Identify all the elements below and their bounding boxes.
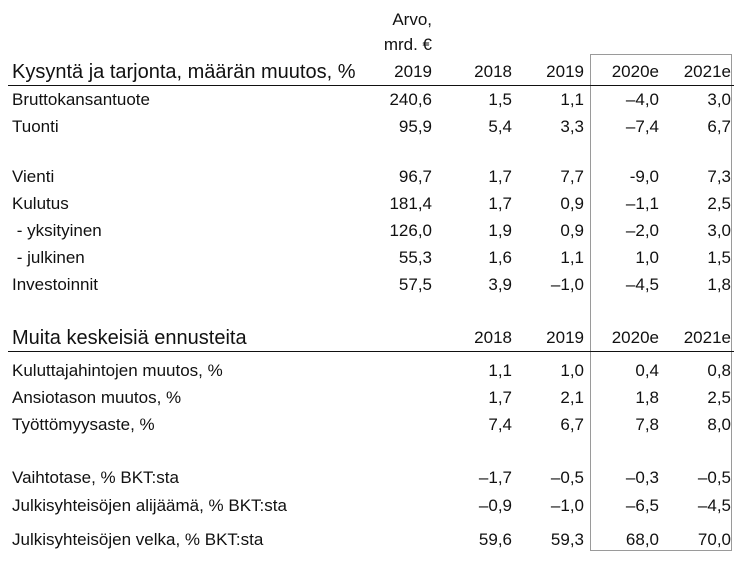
cell-2019: 1,1 — [560, 248, 584, 267]
cell-2020e: 68,0 — [625, 530, 659, 549]
cell-2020e: 7,8 — [635, 415, 659, 434]
row-label: Bruttokansantuote — [12, 90, 150, 109]
cell-2021e: 3,0 — [707, 221, 731, 240]
cell-2021e: 2,5 — [707, 388, 731, 407]
cell-2019: –1,0 — [550, 275, 584, 294]
cell-2018: 3,9 — [488, 275, 512, 294]
row-label: Julkisyhteisöjen velka, % BKT:sta — [12, 530, 264, 549]
cell-value: 95,9 — [398, 117, 432, 136]
cell-2021e: –0,5 — [697, 468, 731, 487]
row-label: - julkinen — [12, 248, 85, 267]
table2-year-2019: 2019 — [546, 328, 584, 347]
cell-2018: 59,6 — [478, 530, 512, 549]
cell-2018: 1,7 — [488, 388, 512, 407]
cell-value: 181,4 — [389, 194, 432, 213]
row-label: Kulutus — [12, 194, 69, 213]
cell-2018: 5,4 — [488, 117, 512, 136]
row-label: Vienti — [12, 167, 55, 186]
cell-2020e: –4,5 — [625, 275, 659, 294]
cell-2018: 7,4 — [488, 415, 512, 434]
cell-2019: 59,3 — [550, 530, 584, 549]
value-col-header-year: 2019 — [394, 62, 432, 81]
cell-2020e: –0,3 — [625, 468, 659, 487]
cell-2019: –1,0 — [550, 496, 584, 515]
cell-2020e: –4,0 — [625, 90, 659, 109]
cell-2019: 1,0 — [560, 361, 584, 380]
cell-2020e: 1,8 — [635, 388, 659, 407]
cell-2019: 6,7 — [560, 415, 584, 434]
cell-2019: 0,9 — [560, 194, 584, 213]
cell-2019: 2,1 — [560, 388, 584, 407]
cell-2020e: 0,4 — [635, 361, 659, 380]
cell-2018: 1,6 — [488, 248, 512, 267]
cell-2021e: 3,0 — [707, 90, 731, 109]
value-col-header-line2: mrd. € — [383, 35, 432, 54]
cell-2018: 1,9 — [488, 221, 512, 240]
cell-2019: 0,9 — [560, 221, 584, 240]
cell-2019: –0,5 — [550, 468, 584, 487]
cell-2020e: –1,1 — [625, 194, 659, 213]
cell-value: 57,5 — [398, 275, 432, 294]
table2-year-2018: 2018 — [474, 328, 512, 347]
cell-2018: 1,1 — [488, 361, 512, 380]
cell-2021e: 8,0 — [707, 415, 731, 434]
table1-year-2021e: 2021e — [683, 62, 731, 81]
table1-year-2019: 2019 — [546, 62, 584, 81]
cell-value: 96,7 — [398, 167, 432, 186]
row-label: Tuonti — [12, 117, 59, 136]
cell-2019: 3,3 — [560, 117, 584, 136]
cell-2019: 7,7 — [560, 167, 584, 186]
row-label: Vaihtotase, % BKT:sta — [12, 468, 179, 487]
row-label: Kuluttajahintojen muutos, % — [12, 361, 223, 380]
table2-title: Muita keskeisiä ennusteita — [12, 327, 247, 349]
cell-2019: 1,1 — [560, 90, 584, 109]
table1-header-rule — [8, 85, 734, 86]
cell-2018: 1,7 — [488, 167, 512, 186]
cell-2021e: 1,5 — [707, 248, 731, 267]
table2-year-2021e: 2021e — [683, 328, 731, 347]
cell-value: 126,0 — [389, 221, 432, 240]
cell-2018: 1,5 — [488, 90, 512, 109]
row-label: Investoinnit — [12, 275, 98, 294]
row-label: Julkisyhteisöjen alijäämä, % BKT:sta — [12, 496, 287, 515]
cell-2021e: 0,8 — [707, 361, 731, 380]
cell-2018: 1,7 — [488, 194, 512, 213]
row-label: Ansiotason muutos, % — [12, 388, 182, 407]
row-label: Työttömyysaste, % — [12, 415, 155, 434]
cell-2020e: 1,0 — [635, 248, 659, 267]
cell-2018: –0,9 — [478, 496, 512, 515]
cell-2021e: –4,5 — [697, 496, 731, 515]
table1-title: Kysyntä ja tarjonta, määrän muutos, % — [12, 61, 356, 83]
cell-value: 240,6 — [389, 90, 432, 109]
cell-2020e: –6,5 — [625, 496, 659, 515]
cell-2018: –1,7 — [478, 468, 512, 487]
value-col-header-line1: Arvo, — [392, 10, 432, 29]
cell-value: 55,3 — [398, 248, 432, 267]
cell-2020e: –7,4 — [625, 117, 659, 136]
cell-2021e: 2,5 — [707, 194, 731, 213]
table2-header-rule — [8, 351, 734, 352]
cell-2021e: 70,0 — [697, 530, 731, 549]
table2-year-2020e: 2020e — [611, 328, 659, 347]
table1-year-2020e: 2020e — [611, 62, 659, 81]
cell-2021e: 1,8 — [707, 275, 731, 294]
cell-2020e: -9,0 — [629, 167, 659, 186]
table1-year-2018: 2018 — [474, 62, 512, 81]
cell-2021e: 7,3 — [707, 167, 731, 186]
row-label: - yksityinen — [12, 221, 102, 240]
cell-2020e: –2,0 — [625, 221, 659, 240]
cell-2021e: 6,7 — [707, 117, 731, 136]
